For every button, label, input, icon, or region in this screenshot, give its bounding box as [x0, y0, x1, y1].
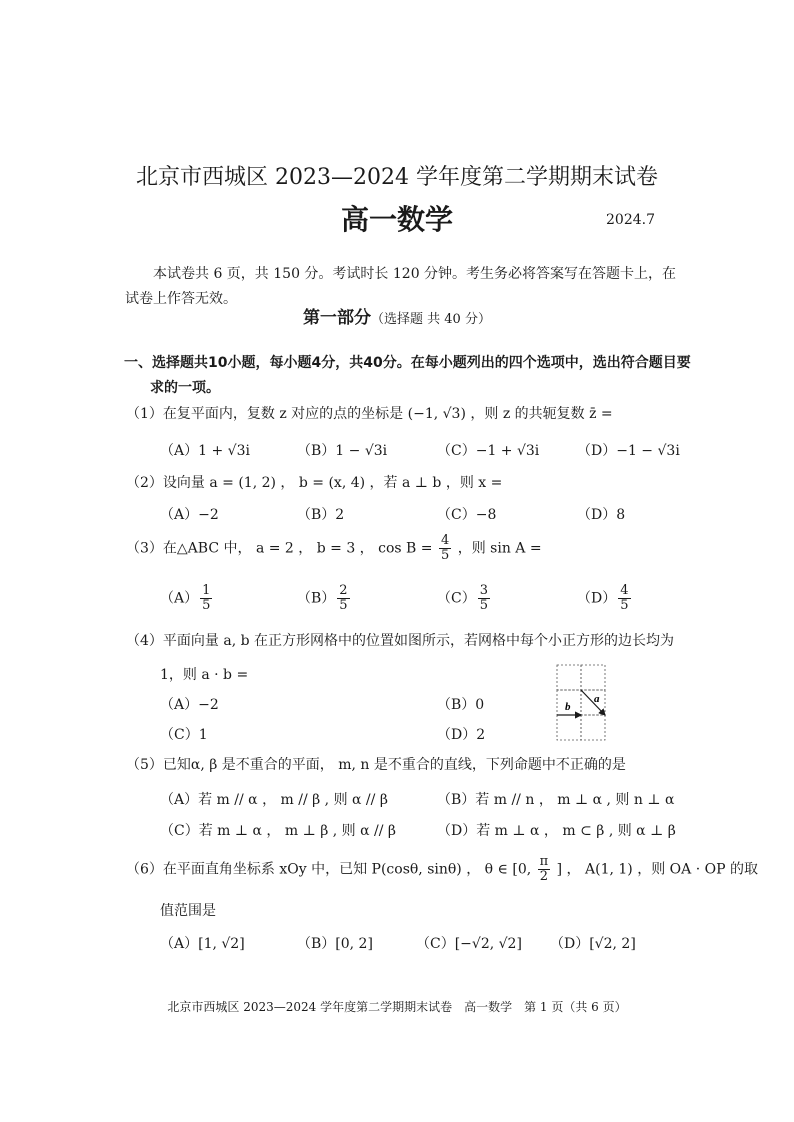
question-4-stem-line2: 1，则 a · b =	[160, 667, 249, 683]
q6-option-b: （B）[0, 2]	[297, 936, 373, 952]
q3-stem-pre: （3）在△ABC 中， a = 2 ， b = 3 ， cos B =	[126, 540, 433, 557]
q6-stem-pre: （6）在平面直角坐标系 xOy 中，已知 P(cosθ, sinθ) ， θ ∈ [0,	[126, 861, 532, 878]
q6-fraction: $\frac{\pi}{2}$	[539, 854, 549, 884]
q5-option-c: （C）若 m ⊥ α ， m ⊥ β , 则 α // β	[160, 823, 396, 839]
q2-option-c: （C）−8	[437, 507, 497, 523]
subject-title: 高一数学	[340, 203, 453, 236]
q4-option-b: （B）0	[437, 697, 485, 713]
q3-option-b: （B） $\frac{2}{5}$	[297, 583, 348, 613]
q6-stem-post: ] ， A(1, 1) ，则 OA · OP 的取	[556, 861, 758, 878]
q3-option-a: （A） $\frac{1}{5}$	[160, 583, 211, 613]
q3-fraction: $\frac{4}{5}$	[440, 533, 450, 563]
vector-a-label: a	[594, 693, 600, 705]
question-3-stem	[126, 534, 542, 563]
q4-option-c: （C）1	[160, 727, 208, 743]
question-5-stem: （5）已知α, β 是不重合的平面， m, n 是不重合的直线，下列命题中不正确的是	[126, 757, 626, 773]
q3-option-d: （D） $\frac{4}{5}$	[577, 583, 629, 613]
q6-option-c: （C）[−√2, √2]	[416, 936, 522, 952]
q5-option-a: （A）若 m // α ， m // β , 则 α // β	[160, 792, 388, 808]
question-2-stem: （2）设向量 a = (1, 2) ， b = (x, 4) ，若 a ⊥ b ，则 x =	[126, 475, 503, 491]
q1-option-b: （B）1 − √3i	[297, 443, 388, 459]
q5-option-b: （B）若 m // n ， m ⊥ α , 则 n ⊥ α	[437, 792, 675, 808]
q2-option-b: （B）2	[297, 507, 345, 523]
vector-grid-figure	[556, 664, 608, 744]
section-heading-line1: 一、选择题共10小题，每小题4分，共40分。在每小题列出的四个选项中，选出符合题目要	[124, 355, 691, 371]
q2-option-a: （A）−2	[160, 507, 219, 523]
vector-b-label: b	[565, 701, 571, 713]
part-subtitle: （选择题 共 40 分）	[371, 312, 491, 327]
q3-option-c: （C） $\frac{3}{5}$	[437, 583, 488, 613]
vector-a-arrow	[581, 690, 605, 715]
q1-option-a: （A）1 + √3i	[160, 443, 250, 459]
question-4-stem-line1: （4）平面向量 a, b 在正方形网格中的位置如图所示，若网格中每个小正方形的边长均为	[126, 633, 675, 649]
q1-option-c: （C）−1 + √3i	[437, 443, 540, 459]
q6-option-d: （D）[√2, 2]	[550, 936, 636, 952]
q3-stem-post: ，则 sin A =	[457, 540, 542, 557]
q2-option-d: （D）8	[577, 507, 626, 523]
part-title: 第一部分	[303, 308, 372, 328]
exam-title: 北京市西城区 2023—2024 学年度第二学期期末试卷	[136, 165, 658, 190]
exam-date: 2024.7	[606, 212, 655, 228]
q5-option-d: （D）若 m ⊥ α ， m ⊂ β , 则 α ⊥ β	[437, 823, 676, 839]
question-6-stem-line2: 值范围是	[160, 903, 216, 919]
q4-option-d: （D）2	[437, 727, 486, 743]
page-footer: 北京市西城区 2023—2024 学年度第二学期期末试卷 高一数学 第 1 页（共 6 页）	[167, 1000, 627, 1014]
q4-option-a: （A）−2	[160, 697, 219, 713]
q1-option-d: （D）−1 − √3i	[577, 443, 680, 459]
exam-intro: 本试卷共 6 页，共 150 分。考试时长 120 分钟。考生务必将答案写在答题卡上，在试卷上作答无效。	[125, 266, 677, 307]
question-1-stem: （1）在复平面内，复数 z 对应的点的坐标是 (−1, √3) ，则 z 的共轭复数 z̄ =	[126, 406, 613, 422]
section-heading-line2: 求的一项。	[150, 380, 220, 396]
q6-option-a: （A）[1, √2]	[160, 936, 245, 952]
question-6-stem	[126, 855, 758, 884]
part-heading	[0, 303, 794, 328]
